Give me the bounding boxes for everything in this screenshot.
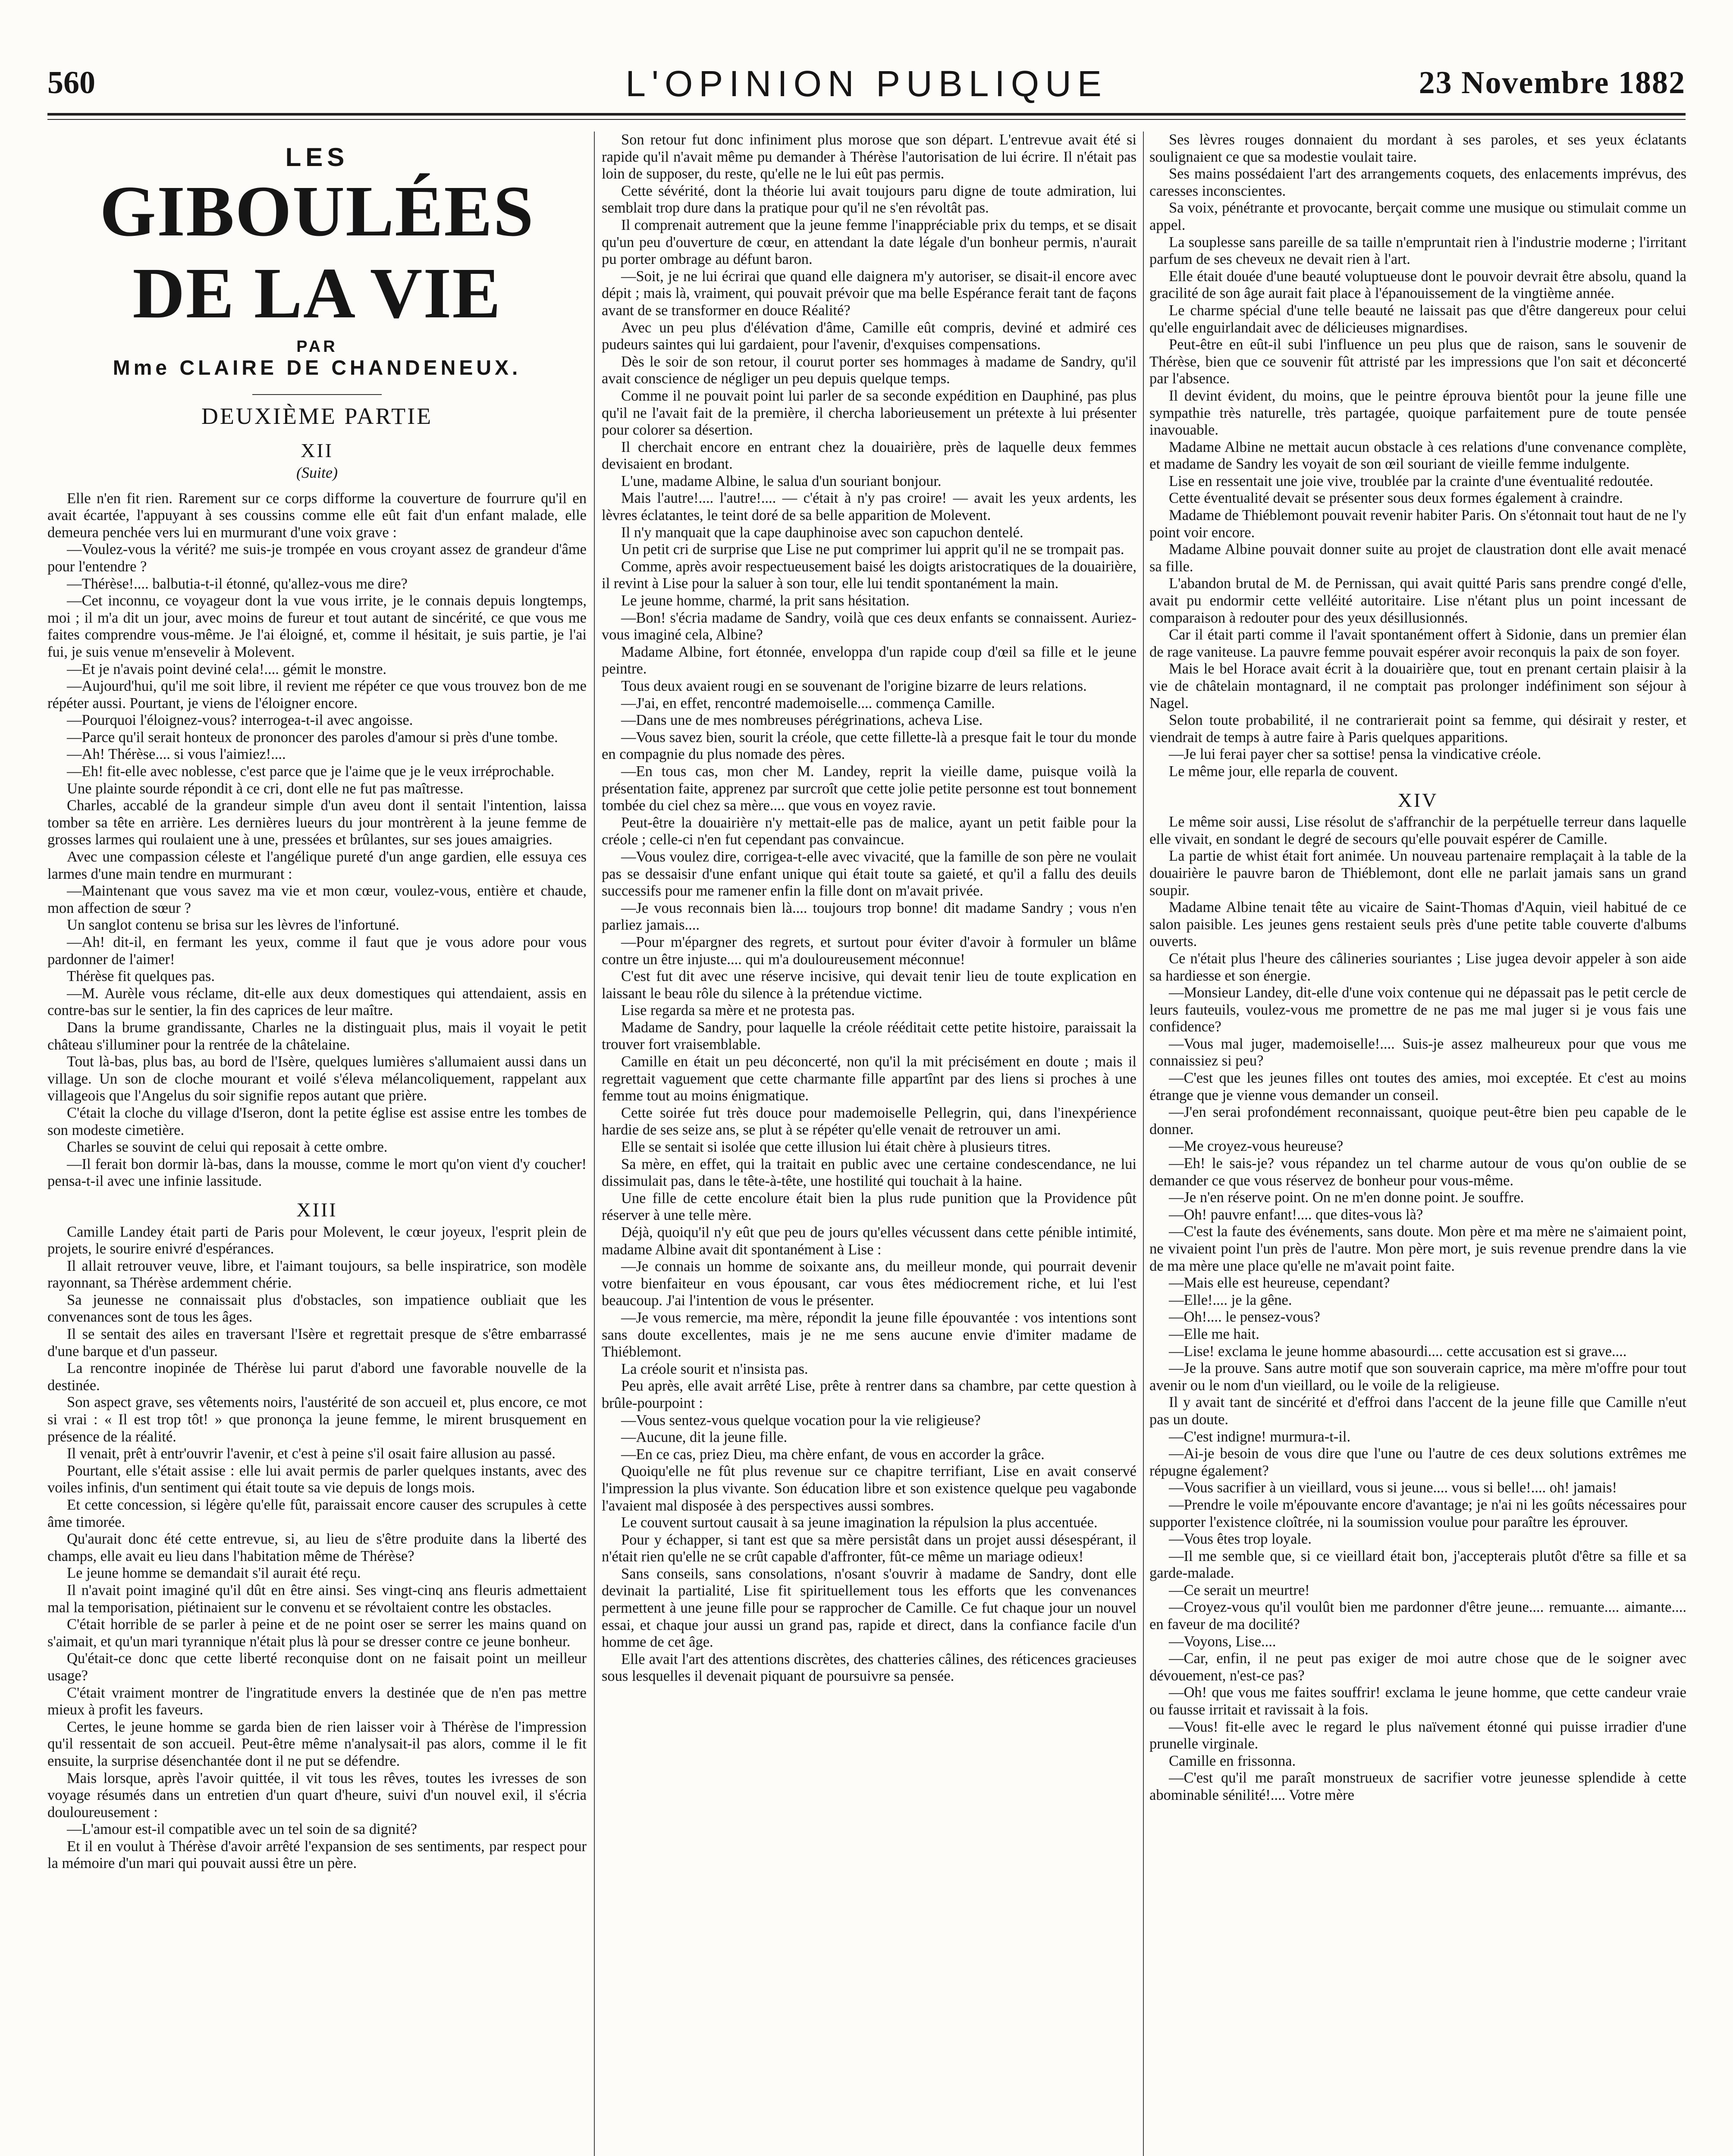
paragraph: —Parce qu'il serait honteux de prononcer des paroles d'amour si près d'une tombe. <box>67 729 558 746</box>
paragraph: Une plainte sourde répondit à ce cri, dont elle ne fut pas maîtresse. <box>67 780 464 797</box>
masthead <box>47 65 1686 116</box>
paragraph: —Dans une de mes nombreuses pérégrinations, acheva Lise. <box>621 712 983 729</box>
paragraph: Elle avait l'art des attentions discrètes, des chatteries câlines, des réticences gracieuses sous lesquelles il devenait piquant de poursuivre sa pensée. <box>602 1651 1136 1685</box>
paragraph: —M. Aurèle vous réclame, dit-elle aux deux domestiques qui attendaient, assis en contre-bas sur le sentier, la fin des caprices de leur maître. <box>47 985 587 1019</box>
paragraph: —Vous! fit-elle avec le regard le plus naïvement étonné qui puisse irradier d'une prunelle virginale. <box>1149 1718 1686 1752</box>
paragraph: Il n'avait point imaginé qu'il dût en être ainsi. Ses vingt-cinq ans fleuris admettaient mal la temporisation, piétinaient sur le convenu et se révoltaient contre les obstacles. <box>47 1582 587 1616</box>
paragraph: —Aujourd'hui, qu'il me soit libre, il revient me répéter ce que vous trouvez bon de me répéter aussi. Pourtant, je viens de l'éloigner encore. <box>47 678 587 711</box>
paragraph: —Vous êtes trop loyale. <box>1169 1531 1312 1548</box>
chapter-heading: XIV <box>1397 789 1438 811</box>
paragraph: Dans la brume grandissante, Charles ne la distinguait plus, mais il voyait le petit château s'illuminer pour la rentrée de la châtelaine. <box>47 1019 587 1053</box>
paragraph: —Lise! exclama le jeune homme abasourdi.... cette accusation est si grave.... <box>1169 1343 1627 1360</box>
paragraph: Une fille de cette encolure était bien la plus rude punition que la Providence pût réserver à une telle mère. <box>602 1190 1136 1224</box>
paragraph: Sa mère, en effet, qui la traitait en public avec une certaine condescendance, ne lui dissimulait pas, dans le tête-à-tête, une hostilité qui touchait à la haine. <box>602 1156 1136 1190</box>
paragraph: —Vous mal juger, mademoiselle!.... Suis-je assez malheureux pour que vous me connaissiez si peu? <box>1149 1035 1686 1069</box>
paragraph: Et il en voulut à Thérèse d'avoir arrêté l'expansion de ses sentiments, par respect pour la mémoire d'un mari qui pouvait aussi être un père. <box>47 1838 587 1872</box>
paragraph: Il comprenait autrement que la jeune femme l'inappréciable prix du temps, et se disait qu'un peu d'ouverture de cœur, en attendant la date légale d'un bonheur permis, n'aurait pu porter ombrage au défunt baron. <box>602 216 1136 268</box>
paragraph: Le jeune homme, charmé, la prit sans hésitation. <box>621 592 910 609</box>
paragraph: Peu après, elle avait arrêté Lise, prête à rentrer dans sa chambre, par cette question à brûle-pourpoint : <box>602 1378 1136 1411</box>
paragraph: La souplesse sans pareille de sa taille n'empruntait rien à l'industrie moderne ; l'irritant parfum de ses cheveux ne devait rien à l'art. <box>1149 234 1686 268</box>
paragraph: —Elle!.... je la gêne. <box>1169 1291 1292 1308</box>
paragraph: Il devint évident, du moins, que le peintre éprouva bientôt pour la jeune fille une sympathie très naturelle, très partagée, quoique parfaitement pure de toute pensée inavouable. <box>1149 387 1686 439</box>
paragraph: Selon toute probabilité, il ne contrarierait point sa femme, qui désirait y rester, et viendrait de temps à autre faire à Paris quelques apparitions. <box>1149 712 1686 746</box>
paragraph: L'abandon brutal de M. de Pernissan, qui avait quitté Paris sans prendre congé d'elle, avait pu endormir cette velléité autoritaire. Lise n'étant plus un point incessant de comparaison à redouter pour des yeux désillusionnés. <box>1149 575 1686 626</box>
paragraph: —Ah! Thérèse.... si vous l'aimiez!.... <box>67 746 286 763</box>
feuilleton-heading <box>47 143 587 482</box>
paragraph: Mais lorsque, après l'avoir quittée, il vit tous les rêves, toutes les ivresses de son voyage résumés dans un entretien d'un quart d'heure, suivi d'un nouvel exil, il s'écria douloureusement : <box>47 1770 587 1821</box>
paragraph: —Et je n'avais point deviné cela!.... gémit le monstre. <box>67 661 387 677</box>
paragraph: —Ai-je besoin de vous dire que l'une ou l'autre de ces deux solutions extrêmes me répugne également? <box>1149 1445 1686 1479</box>
paragraph: Charles, accablé de la grandeur simple d'un aveu dont il sentait l'intention, laissa tomber sa tête en arrière. Les dernières lueurs du jour montrèrent à la jeune femme de grosses larmes qui roulaient une à une, pressées et brûlantes, sur ses joues amaigries. <box>47 797 587 848</box>
paragraph: —Monsieur Landey, dit-elle d'une voix contenue qui ne dépassait pas le petit cercle de leurs fauteuils, voulez-vous me promettre de ne pas me mal juger si je vous fais une confidence? <box>1149 984 1686 1035</box>
paragraph: Un sanglot contenu se brisa sur les lèvres de l'infortuné. <box>67 917 399 934</box>
journal-title: L'OPINION PUBLIQUE <box>625 63 1108 104</box>
paragraph: —C'est que les jeunes filles ont toutes des amies, moi exceptée. Et c'est au moins étrange que je vienne vous demander un conseil. <box>1149 1070 1686 1103</box>
column-1 <box>47 132 587 2156</box>
masthead-rule-thick <box>47 113 1686 116</box>
paragraph: Mais l'autre!.... l'autre!.... — c'était à n'y pas croire! — avait les yeux ardents, les lèvres éclatantes, le teint doré de sa belle apparition de Molevent. <box>602 490 1136 524</box>
paragraph: —Aucune, dit la jeune fille. <box>621 1429 788 1446</box>
paragraph: Car il était parti comme il l'avait spontanément offert à Sidonie, dans un premier élan de rage vaniteuse. La pauvre femme pouvait espérer avoir reconquis la paix de son foyer. <box>1149 627 1686 660</box>
paragraph: C'est fut dit avec une réserve incisive, qui devait tenir lieu de toute explication en laissant le beau rôle du silence à la prétendue victime. <box>602 968 1136 1002</box>
paragraph: Cette soirée fut très douce pour mademoiselle Pellegrin, qui, dans l'inexpérience hardie de ses seize ans, se plut à se répéter qu'elle venait de retrouver un ami. <box>602 1104 1136 1138</box>
paragraph: —Thérèse!.... balbutia-t-il étonné, qu'allez-vous me dire? <box>67 575 408 592</box>
paragraph: —Oh! pauvre enfant!.... que dites-vous là? <box>1169 1206 1423 1223</box>
issue-date: 23 Novembre 1882 <box>1419 65 1686 100</box>
paragraph: Pourtant, elle s'était assise : elle lui avait permis de parler quelques instants, avec des voiles infinis, d'un sentiment qui était toute sa vie depuis de longs mois. <box>47 1462 587 1496</box>
column-divider <box>594 132 595 2156</box>
paragraph: —Ce serait un meurtre! <box>1169 1582 1310 1598</box>
paragraph: Comme il ne pouvait point lui parler de sa seconde expédition en Dauphiné, pas plus qu'il ne l'avait fait de la première, il chercha laborieusement un prétexte à lui présenter pour colorer sa désertion. <box>602 387 1136 439</box>
paragraph: Lise regarda sa mère et ne protesta pas. <box>621 1002 855 1019</box>
story-title: GIBOULÉES DE LA VIE <box>100 171 534 333</box>
paragraph: Ce n'était plus l'heure des câlineries souriantes ; Lise jugea devoir appeler à son aide sa hardiesse et son énergie. <box>1149 950 1686 984</box>
paragraph: Madame Albine tenait tête au vicaire de Saint-Thomas d'Aquin, vieil habitué de ce salon paisible. Les jeunes gens restaient seuls près d'une petite table couverte d'albums ouverts. <box>1149 899 1686 950</box>
paragraph: C'était la cloche du village d'Iseron, dont la petite église est assise entre les tombes de son modeste cimetière. <box>47 1104 587 1138</box>
paragraph: Et cette concession, si légère qu'elle fût, paraissait encore causer des scrupules à cette âme timorée. <box>47 1497 587 1530</box>
paragraph: Cette éventualité devait se présenter sous deux formes également à craindre. <box>1169 490 1623 507</box>
page-number: 560 <box>47 65 95 100</box>
paragraph: —Voulez-vous la vérité? me suis-je trompée en vous croyant assez de grandeur d'âme pour l'entendre ? <box>47 541 587 575</box>
author-name: Mme CLAIRE DE CHANDENEUX. <box>113 357 521 380</box>
paragraph: Camille Landey était parti de Paris pour Molevent, le cœur joyeux, l'esprit plein de projets, le sourire enivré d'espérances. <box>47 1223 587 1257</box>
paragraph: —Ah! dit-il, en fermant les yeux, comme il faut que je vous adore pour vous pardonner de l'aimer! <box>47 934 587 968</box>
paragraph: —Pour m'épargner des regrets, et surtout pour éviter d'avoir à formuler un blâme contre un être injuste.... qui m'a douloureusement méconnue! <box>602 934 1136 968</box>
paragraph: Sans conseils, sans consolations, n'osant s'ouvrir à madame de Sandry, dont elle devinait la partialité, Lise fit spirituellement tous les efforts que les convenances permettent à une jeune fille pour se rapprocher de Camille. Ce fut chaque jour un nouvel essai, et chaque jour aussi un grand pas, rapide et direct, dans la confiance facile d'un homme de cet âge. <box>602 1565 1136 1651</box>
paragraph: Madame Albine ne mettait aucun obstacle à ces relations d'une convenance complète, et madame de Sandry les voyait de son œil souriant de vieille femme indulgente. <box>1149 439 1686 473</box>
paragraph: Avec un peu plus d'élévation d'âme, Camille eût compris, deviné et admiré ces pudeurs saintes qui lui gardaient, pour l'avenir, d'exquises compensations. <box>602 319 1136 353</box>
paragraph: —Elle me hait. <box>1169 1326 1259 1342</box>
paragraph: C'était horrible de se parler à peine et de ne point oser se serrer les mains quand on s'aimait, et qu'un mari tyrannique n'était plus là pour se dresser contre ce jeune bonheur. <box>47 1616 587 1650</box>
paragraph: Son aspect grave, ses vêtements noirs, l'austérité de son accueil et, plus encore, ce mot si vrai : « Il est trop tôt! » que prononça la jeune femme, le mirent brusquement en présence de la réalité. <box>47 1394 587 1445</box>
paragraph: Peut-être la douairière n'y mettait-elle pas de malice, ayant un petit faible pour la créole ; celle-ci n'en fut cependant pas convaincue. <box>602 814 1136 848</box>
column-2-text <box>602 132 1136 1685</box>
paragraph: Elle se sentait si isolée que cette illusion lui était chère à plusieurs titres. <box>621 1139 1051 1156</box>
paragraph: —Il me semble que, si ce vieillard était bon, j'accepterais plutôt d'être sa fille et sa garde-malade. <box>1149 1548 1686 1582</box>
paragraph: —Vous sacrifier à un vieillard, vous si jeune.... vous si belle!.... oh! jamais! <box>1169 1479 1617 1496</box>
paragraph: —Croyez-vous qu'il voulût bien me pardonner d'être jeune.... remuante.... aimante.... en faveur de ma docilité? <box>1149 1599 1686 1633</box>
paragraph: —Vous sentez-vous quelque vocation pour la vie religieuse? <box>621 1412 981 1429</box>
paragraph: La partie de whist était fort animée. Un nouveau partenaire remplaçait à la table de la douairière le pauvre baron de Thiéblemont, dont elle ne parlait jamais sans un grand soupir. <box>1149 848 1686 899</box>
paragraph: Thérèse fit quelques pas. <box>67 968 215 985</box>
paragraph: Un petit cri de surprise que Lise ne put comprimer lui apprit qu'il ne se trompait pas. <box>621 541 1124 558</box>
paragraph: —Me croyez-vous heureuse? <box>1169 1138 1344 1155</box>
paragraph: Lise en ressentait une joie vive, troublée par la crainte d'une éventualité redoutée. <box>1169 473 1654 489</box>
paragraph: Il y avait tant de sincérité et d'effroi dans l'accent de la jeune fille que Camille n'eut pas un doute. <box>1149 1394 1686 1428</box>
column-3-text-a <box>1149 132 1686 780</box>
paragraph: —Je n'en réserve point. On ne m'en donne point. Je souffre. <box>1169 1189 1524 1206</box>
paragraph: —Prendre le voile m'épouvante encore d'avantage; je n'ai ni les goûts nécessaires pour supporter l'existence cloîtrée, ni la soumission voulue pour paraître les éprouver. <box>1149 1496 1686 1530</box>
paragraph: —L'amour est-il compatible avec un tel soin de sa dignité? <box>67 1821 417 1838</box>
byline-par: PAR <box>296 337 338 356</box>
paragraph: —Je vous remercie, ma mère, répondit la jeune fille épouvantée : vos intentions sont sans doute excellentes, mais je ne me sens aucune envie d'imiter madame de Thiéblemont. <box>602 1309 1136 1360</box>
paragraph: —Oh!.... le pensez-vous? <box>1169 1309 1320 1326</box>
paragraph: —En tous cas, mon cher M. Landey, reprit la vieille dame, puisque voilà la présentation faite, apprenez par surcroît que cette jolie petite personne est tout bonnement tombée du ciel chez sa mère.... que vous en voyez ravie. <box>602 763 1136 814</box>
paragraph: —Soit, je ne lui écrirai que quand elle daignera m'y autoriser, se disait-il encore avec dépit ; mais là, vraiment, qui pouvait prévoir que ma belle Espérance ferait tant de façons avant de se transformer en douce Réalité? <box>602 268 1136 319</box>
paragraph: —Je la prouve. Sans autre motif que son souverain caprice, ma mère m'offre pour tout avenir ou le nom d'un vieillard, ou le voile de la religieuse. <box>1149 1360 1686 1394</box>
column-divider <box>1143 132 1144 2156</box>
column-3 <box>1149 132 1686 2156</box>
paragraph: Le même jour, elle reparla de couvent. <box>1169 763 1398 780</box>
paragraph: —Vous voulez dire, corrigea-t-elle avec vivacité, que la famille de son père ne voulait pas se dessaisir d'une enfant unique qui était toute sa gaieté, et qu'il a fallu des deuils successifs pour me ramener enfin la fille dont on m'avait privée. <box>602 848 1136 899</box>
paragraph: —C'est qu'il me paraît monstrueux de sacrifier votre jeunesse splendide à cette abominable sénilité!.... Votre mère <box>1149 1770 1686 1803</box>
paragraph: Il cherchait encore en entrant chez la douairière, près de laquelle deux femmes devisaient en brodant. <box>602 439 1136 473</box>
column-1-text-b <box>47 1224 587 1873</box>
paragraph: —Eh! fit-elle avec noblesse, c'est parce que je l'aime que je le veux irréprochable. <box>67 763 555 780</box>
paragraph: Mais le bel Horace avait écrit à la douairière que, tout en prenant certain plaisir à la vie de châtelain montagnard, il ne comptait pas prolonger indéfiniment son séjour à Nagel. <box>1149 661 1686 711</box>
paragraph: —Maintenant que vous savez ma vie et mon cœur, voulez-vous, entière et chaude, mon affection de sœur ? <box>47 883 587 916</box>
chapter-heading: XII <box>301 439 333 462</box>
paragraph: Certes, le jeune homme se garda bien de rien laisser voir à Thérèse de l'impression qu'il ressentait de son accueil. Peut-être même n'analysait-il pas alors, comme il le fit ensuite, la surprise désenchantée dont il ne put se défendre. <box>47 1718 587 1769</box>
paragraph: Tous deux avaient rougi en se souvenant de l'origine bizarre de leurs relations. <box>621 678 1087 694</box>
paragraph: Madame Albine, fort étonnée, enveloppa d'un rapide coup d'œil sa fille et le jeune peintre. <box>602 643 1136 677</box>
paragraph: Sa voix, pénétrante et provocante, berçait comme une musique ou stimulait comme un appel. <box>1149 200 1686 233</box>
paragraph: Son retour fut donc infiniment plus morose que son départ. L'entrevue avait été si rapide qu'il n'avait même pu demander à Thérèse l'autorisation de lui écrire. Il n'était pas loin de supposer, du reste, qu'elle ne le lui eût pas permis. <box>602 132 1136 182</box>
paragraph: —J'en serai profondément reconnaissant, quoique peut-être bien peu capable de le donner. <box>1149 1104 1686 1138</box>
paragraph: Madame de Sandry, pour laquelle la créole rééditait cette petite histoire, paraissait la trouver fort vraisemblable. <box>602 1019 1136 1053</box>
paragraph: —Il ferait bon dormir là-bas, dans la mousse, comme le mort qu'on vient d'y coucher! pensa-t-il avec une infinie lassitude. <box>47 1156 587 1190</box>
paragraph: —Mais elle est heureuse, cependant? <box>1169 1275 1390 1291</box>
paragraph: —Vous savez bien, sourit la créole, que cette fillette-là a presque fait le tour du monde en compagnie du plus nomade des pères. <box>602 729 1136 763</box>
paragraph: Dès le soir de son retour, il courut porter ses hommages à madame de Sandry, qu'il avait conscience de négliger un peu depuis quelque temps. <box>602 353 1136 387</box>
paragraph: —Bon! s'écria madame de Sandry, voilà que ces deux enfants se connaissent. Auriez-vous imaginé cela, Albine? <box>602 609 1136 643</box>
paragraph: —Pourquoi l'éloignez-vous? interrogea-t-il avec angoisse. <box>67 712 413 729</box>
paragraph: Pour y échapper, si tant est que sa mère persistât dans un projet aussi désespérant, il n'était rien qu'elle ne se crût capable d'affronter, fût-ce même un mariage odieux! <box>602 1531 1136 1565</box>
title-prefix: LES <box>285 143 349 172</box>
part-heading: DEUXIÈME PARTIE <box>201 403 433 429</box>
paragraph: Le même soir aussi, Lise résolut de s'affranchir de la perpétuelle terreur dans laquelle elle vivait, en sondant le degré de secours qu'elle pouvait espérer de Camille. <box>1149 814 1686 847</box>
masthead-rule-thin <box>47 119 1686 120</box>
paragraph: Il n'y manquait que la cape dauphinoise avec son capuchon dentelé. <box>621 524 1023 541</box>
paragraph: C'était vraiment montrer de l'ingratitude envers la destinée que de n'en pas mettre mieux à profit les faveurs. <box>47 1684 587 1718</box>
chapter-heading: XIII <box>296 1198 338 1221</box>
paragraph: Ses mains possédaient l'art des arrangements coquets, des enlacements imprévus, des caresses inconscientes. <box>1149 166 1686 199</box>
paragraph: Camille en était un peu déconcerté, non qu'il la mit précisément en doute ; mais il regrettait vaguement que cette charmante fille appartînt par des liens si proches à une femme tout au moins énigmatique. <box>602 1053 1136 1104</box>
paragraph: Qu'était-ce donc que cette liberté reconquise dont on ne faisait point un meilleur usage? <box>47 1650 587 1684</box>
paragraph: —Car, enfin, il ne peut pas exiger de moi autre chose que de le soigner avec dévouement, n'est-ce pas? <box>1149 1650 1686 1684</box>
column-1-text-a <box>47 490 587 1190</box>
paragraph: Quoiqu'elle ne fût plus revenue sur ce chapitre terrifiant, Lise en avait conservé l'impression la plus vivante. Son éducation libre et son existence quelque peu vagabonde l'avaient mal disposée à des perspectives aussi sombres. <box>602 1463 1136 1514</box>
heading-separator <box>252 394 382 395</box>
paragraph: Madame de Thiéblemont pouvait revenir habiter Paris. On s'étonnait tout haut de ne l'y point voir encore. <box>1149 507 1686 541</box>
paragraph: Il venait, prêt à entr'ouvrir l'avenir, et c'est à peine s'il osait faire allusion au passé. <box>67 1445 556 1462</box>
paragraph: Elle était douée d'une beauté voluptueuse dont le pouvoir devrait être absolu, quand la gracilité de son âge aurait fait place à l'épanouissement de la vingtième année. <box>1149 268 1686 302</box>
paragraph: —Voyons, Lise.... <box>1169 1633 1276 1650</box>
column-2 <box>602 132 1136 2156</box>
column-3-text-b <box>1149 814 1686 1804</box>
paragraph: Sa jeunesse ne connaissait plus d'obstacles, son impatience oubliait que les convenances sont de tous les âges. <box>47 1291 587 1326</box>
paragraph: Ses lèvres rouges donnaient du mordant à ses paroles, et ses yeux éclatants soulignaient ce que sa modestie voulait taire. <box>1149 132 1686 165</box>
paragraph: Il allait retrouver veuve, libre, et l'aimant toujours, sa belle inspiratrice, son modèle rayonnant, sa Thérèse ardemment chérie. <box>47 1257 587 1291</box>
paragraph: —Je connais un homme de soixante ans, du meilleur monde, qui pourrait devenir votre bienfaiteur en vous épousant, car vous êtes médiocrement riche, et lui l'est beaucoup. J'ai l'intention de vous le présenter. <box>602 1258 1136 1309</box>
continued-note: (Suite) <box>296 464 338 481</box>
paragraph: Avec une compassion céleste et l'angélique pureté d'un ange gardien, elle essuya ces larmes d'une main tendre en murmurant : <box>47 849 587 882</box>
paragraph: —Je vous reconnais bien là.... toujours trop bonne! dit madame Sandry ; vous n'en parliez jamais.... <box>602 899 1136 934</box>
paragraph: —C'est la faute des événements, sans doute. Mon père et ma mère ne s'aimaient point, ne vivaient point l'un près de l'autre. Mon père mort, je suis revenue prendre dans la vie de ma mère une place qu'elle ne m'avait point faite. <box>1149 1223 1686 1274</box>
paragraph: La rencontre inopinée de Thérèse lui parut d'abord une favorable nouvelle de la destinée. <box>47 1360 587 1394</box>
paragraph: Camille en frissonna. <box>1169 1752 1296 1769</box>
paragraph: Le charme spécial d'une telle beauté ne laissait pas que d'être dangereux pour celui qu'elle enguirlandait avec de délicieuses mignardises. <box>1149 302 1686 336</box>
paragraph: Le couvent surtout causait à sa jeune imagination la répulsion la plus accentuée. <box>621 1514 1098 1531</box>
paragraph: Tout là-bas, plus bas, au bord de l'Isère, quelques lumières s'allumaient aussi dans un village. Un son de cloche mourant et voilé s'éleva mélancoliquement, rappelant aux villageois que l'Angelus du soir signifie repos autant que prière. <box>47 1053 587 1104</box>
paragraph: —Cet inconnu, ce voyageur dont la vue vous irrite, je le connais depuis longtemps, moi ; il m'a dit un jour, avec moins de fureur et tout autant de sincérité, ce que vous me faites comprendre vous-même. Je l'ai éloigné, et, comme il hésitait, je suis partie, je l'ai fui, je suis venue m'ensevelir à Molevent. <box>47 592 587 660</box>
paragraph: Madame Albine pouvait donner suite au projet de claustration dont elle avait menacé sa fille. <box>1149 541 1686 575</box>
paragraph: Il se sentait des ailes en traversant l'Isère et regrettait presque de s'être embarrassé d'une barque et d'un passeur. <box>47 1326 587 1360</box>
paragraph: Qu'aurait donc été cette entrevue, si, au lieu de s'être produite dans la liberté des champs, elle avait eu lieu dans l'habitation même de Thérèse? <box>47 1531 587 1564</box>
paragraph: L'une, madame Albine, le salua d'un souriant bonjour. <box>621 473 942 489</box>
paragraph: —Eh! le sais-je? vous répandez un tel charme autour de vous qu'on oublie de se demander ce que vous réservez de bonheur pour vous-même. <box>1149 1155 1686 1189</box>
paragraph: —En ce cas, priez Dieu, ma chère enfant, de vous en accorder la grâce. <box>621 1446 1045 1463</box>
paragraph: Le jeune homme se demandait s'il aurait été reçu. <box>67 1565 361 1582</box>
paragraph: La créole sourit et n'insista pas. <box>621 1360 808 1377</box>
paragraph: —Je lui ferai payer cher sa sottise! pensa la vindicative créole. <box>1169 746 1541 763</box>
paragraph: Elle n'en fit rien. Rarement sur ce corps difforme la couverture de fourrure qu'il en avait écartée, l'appuyant à ses coussins comme elle eût fait d'un enfant malade, elle demeura penchée vers lui en murmurant d'une voix grave : <box>47 490 587 541</box>
paragraph: —C'est indigne! murmura-t-il. <box>1169 1428 1351 1445</box>
paragraph: Comme, après avoir respectueusement baisé les doigts aristocratiques de la douairière, il revint à Lise pour la saluer à son tour, elle lui tendit spontanément la main. <box>602 558 1136 592</box>
paragraph: Cette sévérité, dont la théorie lui avait toujours paru digne de toute admiration, lui semblait trop dure dans la pratique pour qu'il ne s'en révoltât pas. <box>602 182 1136 216</box>
paragraph: —J'ai, en effet, rencontré mademoiselle.... commença Camille. <box>621 695 995 711</box>
paragraph: Déjà, quoiqu'il n'y eût que peu de jours qu'elles vécussent dans cette pénible intimité, madame Albine avait dit spontanément à Lise : <box>602 1224 1136 1258</box>
paragraph: Charles se souvint de celui qui reposait à cette ombre. <box>67 1139 388 1156</box>
paragraph: —Oh! que vous me faites souffrir! exclama le jeune homme, que cette candeur vraie ou fausse irritait et ravissait à la fois. <box>1149 1684 1686 1718</box>
paragraph: Peut-être en eût-il subi l'influence un peu plus que de raison, sans le souvenir de Thérèse, bien que ce souvenir fût attristé par les impressions que l'on sait et déconcerté par l'absence. <box>1149 336 1686 387</box>
